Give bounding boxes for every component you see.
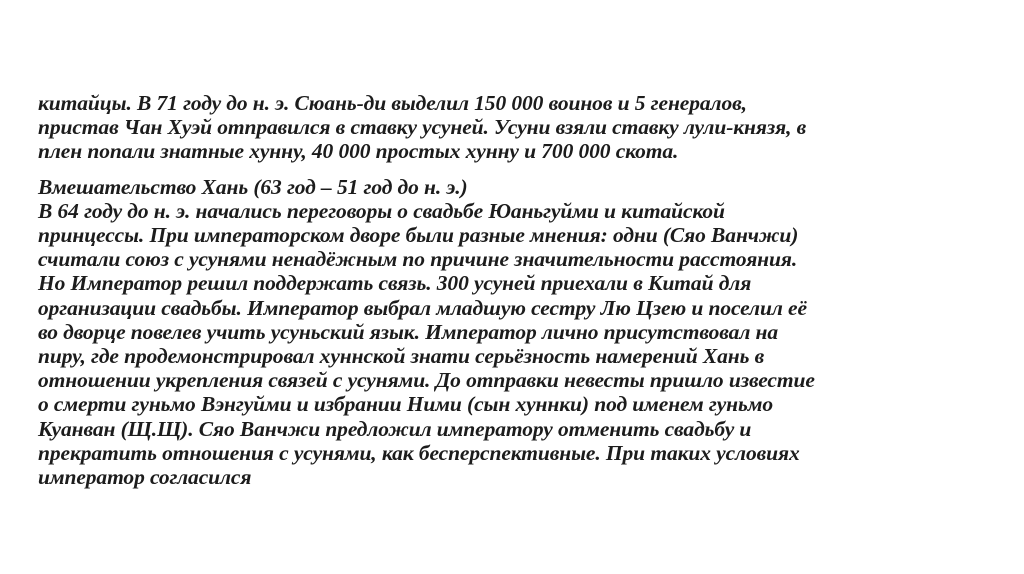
text-line: считали союз с усунями ненадёжным по причине значительности расстояния. — [38, 247, 798, 272]
text-line: В 64 году до н. э. начались переговоры о свадьбе Юаньгуйми и китайской — [38, 198, 725, 223]
text-line: отношении укрепления связей с усунями. До отправки невесты пришло известие — [38, 368, 815, 393]
paragraph-spacer — [38, 164, 998, 175]
text-line: во дворце повелев учить усуньский язык. Император лично присутствовал на — [38, 319, 779, 344]
text-line: пиру, где продемонстрировал хуннской знати серьёзность намерений Хань в — [38, 344, 765, 369]
slide-text-body — [38, 91, 998, 489]
text-line: Но Император решил поддержать связь. 300 усуней приехали в Китай для — [38, 271, 752, 296]
text-line: Куанван (Щ.Щ). Сяо Ванчжи предложил императору отменить свадьбу и — [38, 416, 752, 441]
section-heading: Вмешательство Хань (63 год – 51 год до н. э.) — [38, 174, 468, 199]
text-line: о смерти гуньмо Вэнгуйми и избрании Ними (сын хуннки) под именем гуньмо — [38, 392, 773, 417]
text-line: принцессы. При императорском дворе были разные мнения: одни (Сяо Ванчжи) — [38, 223, 799, 248]
text-line: император согласился — [38, 465, 252, 490]
paragraph-2 — [38, 175, 998, 490]
text-line: организации свадьбы. Император выбрал младшую сестру Лю Цзею и поселил её — [38, 295, 807, 320]
text-line: пристав Чан Хуэй отправился в ставку усуней. Усуни взяли ставку лули-князя, в — [38, 115, 807, 140]
text-line: плен попали знатные хунну, 40 000 простых хунну и 700 000 скота. — [38, 139, 679, 164]
text-line: китайцы. В 71 году до н. э. Сюань-ди выделил 150 000 воинов и 5 генералов, — [38, 91, 747, 115]
paragraph-1 — [38, 91, 998, 164]
text-line: прекратить отношения с усунями, как бесперспективные. При таких условиях — [38, 440, 800, 465]
